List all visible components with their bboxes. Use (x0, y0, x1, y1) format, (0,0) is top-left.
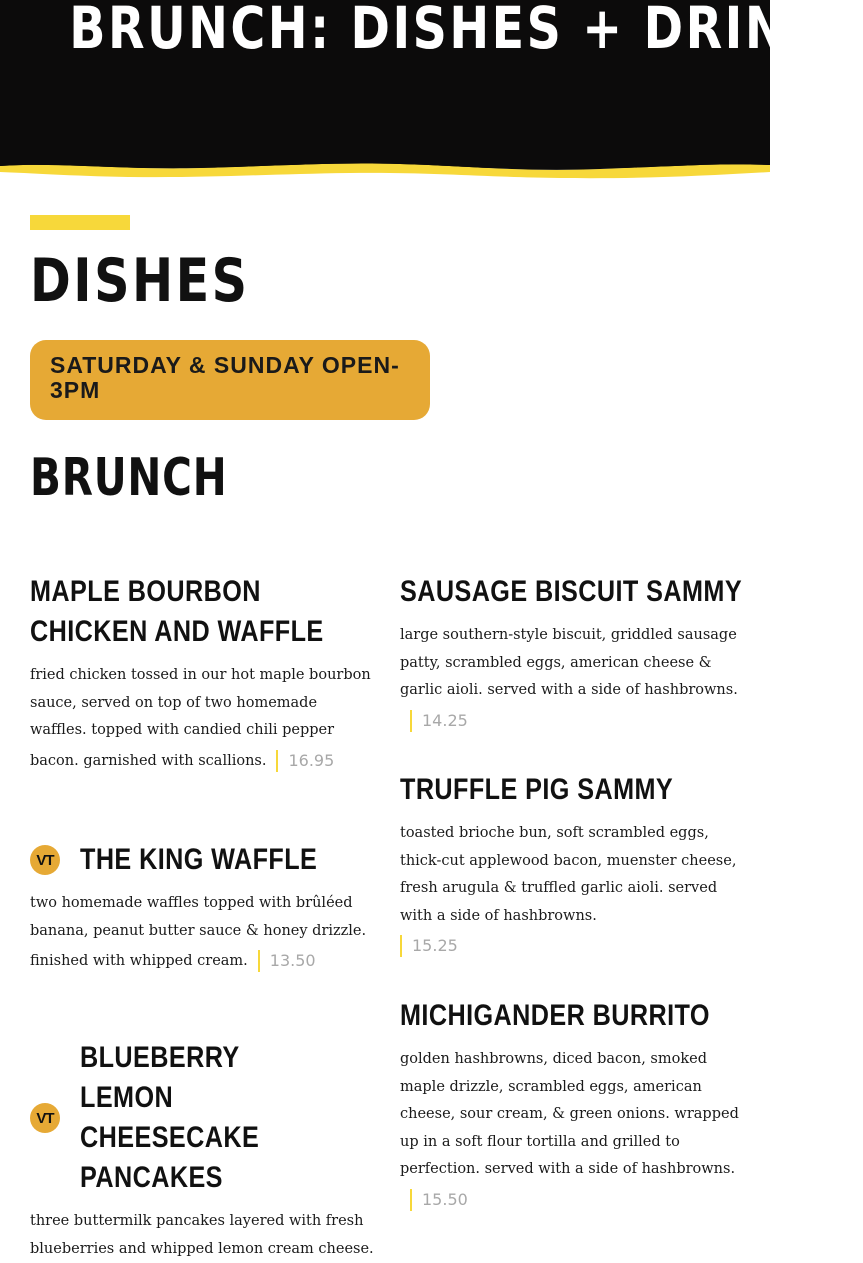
menu-item (30, 840, 375, 977)
section-title: DISHES (30, 246, 250, 316)
menu-item-name: MICHIGANDER BURRITO (400, 999, 710, 1032)
menu-item-price: 15.25 (412, 936, 458, 955)
menu-item-description (400, 820, 745, 962)
price-separator (276, 750, 278, 772)
price-separator (410, 710, 412, 732)
menu-item-price: 16.95 (288, 750, 335, 770)
menu-item-header (30, 1038, 375, 1198)
hours-text: SATURDAY & SUNDAY OPEN-3PM (50, 352, 400, 403)
description-text: fried chicken tossed in our hot maple bourbon sauce, served on top of two homemade waffles. topped with candied chili pepper bacon. garnished with scallions. (30, 667, 371, 769)
menu-item-description (30, 662, 375, 777)
menu-item-description (400, 1046, 745, 1216)
menu-item-name: THE KING WAFFLE (80, 843, 318, 876)
menu-item (30, 572, 375, 777)
section-accent-bar (30, 215, 130, 230)
menu-subtitle: BRUNCH (30, 448, 228, 508)
menu-item-price: 14.25 (422, 710, 468, 730)
menu-item (30, 1038, 375, 1263)
hero-header (0, 0, 863, 168)
menu-item-name: MAPLE BOURBON CHICKEN AND WAFFLE (30, 575, 324, 648)
yellow-wave-divider (0, 160, 770, 182)
description-text: two homemade waffles topped with brûléed banana, peanut butter sauce & honey drizzle. finished with whipped cream. (30, 895, 367, 969)
description-text: large southern-style biscuit, griddled sausage patty, scrambled eggs, american cheese & garlic aioli. served with a side of hashbrowns. (400, 627, 738, 698)
menu-item (400, 770, 745, 962)
description-text: three buttermilk pancakes layered with fresh blueberries and whipped lemon cream cheese. (30, 1213, 374, 1257)
menu-item-name: SAUSAGE BISCUIT SAMMY (400, 575, 743, 608)
price-separator (258, 950, 260, 972)
vegetarian-badge: VT (30, 845, 60, 875)
menu-item (400, 572, 745, 737)
vegetarian-badge: VT (30, 1103, 60, 1133)
hours-badge (30, 340, 430, 420)
menu-item-price: 13.50 (269, 951, 316, 970)
description-text: toasted brioche bun, soft scrambled eggs, thick-cut applewood bacon, muenster cheese, fresh arugula & truffled garlic aioli. served with a side of hashbrowns. (400, 825, 737, 924)
menu-item-name: TRUFFLE PIG SAMMY (400, 773, 674, 806)
menu-item-header (30, 840, 375, 880)
description-text: golden hashbrowns, diced bacon, smoked maple drizzle, scrambled eggs, american cheese, sour cream, & green onions. wrapped up in a soft flour tortilla and grilled to perfection. served with a side of hashbrowns. (400, 1051, 739, 1177)
menu-item-description (30, 890, 375, 977)
price-separator (400, 935, 402, 957)
page-title: BRUNCH: DISHES + DRINKS (69, 0, 863, 62)
menu-item-price: 15.50 (422, 1189, 468, 1209)
price-separator (410, 1189, 412, 1211)
menu-item-name: BLUEBERRY LEMON CHEESECAKE PANCAKES (80, 1041, 260, 1194)
menu-item (400, 996, 745, 1216)
menu-item-description (400, 622, 745, 737)
menu-item-description (30, 1208, 375, 1263)
